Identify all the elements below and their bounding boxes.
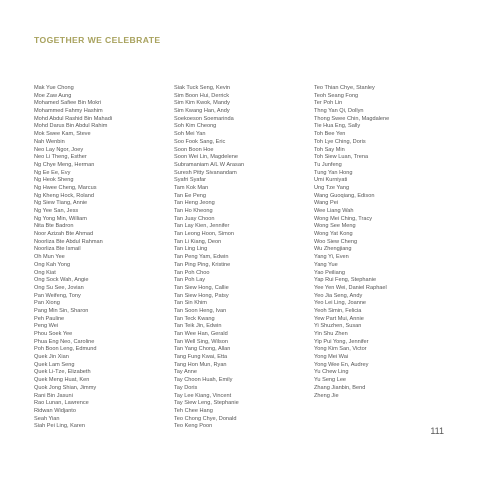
name-entry: Yong Mei Wai [314,354,349,361]
name-entry: Ung Tze Yang [314,184,350,191]
name-entry: Tay Siew Leng, Stephanie [174,400,239,407]
name-entry: Noor Azizah Bte Ahmad [34,231,94,238]
name-entry: Tang Fung Kwai, Etta [174,354,228,361]
name-entry: Oh Mun Yee [34,254,65,261]
name-entry: Wu Zhengjiang [314,246,352,253]
name-entry: Ng Siew Tiang, Annie [34,200,88,207]
name-entry: Soekoeson Soemarinda [174,115,234,122]
name-entry: Yap Rui Feng, Stephanie [314,277,377,284]
name-entry: Sim Kim Kwok, Mandy [174,100,230,107]
name-entry: Rao Lunan, Lawrence [34,400,89,407]
name-entry: Tan Siew Hong, Patsy [174,292,229,299]
name-entry: Teh Chee Hang [174,407,213,414]
name-entry: Ng Chye Meng, Herman [34,161,95,168]
name-entry: Mohd Darus Bin Abdul Rahim [34,123,108,130]
name-entry: Siak Tuck Seng, Kevin [174,85,230,91]
name-entry: Quek Meng Huat, Ken [34,377,90,384]
name-entry: Neo Li Theng, Esther [34,154,87,161]
name-entry: Tan Ho Kheong [174,208,213,214]
name-entry: Toh Siew Luan, Trena [314,154,369,161]
name-entry: Tam Kok Man [174,184,209,191]
name-entry: Tan Teik Jin, Edwin [174,323,222,330]
name-entry: Wong See Meng [314,223,356,230]
page-number: 111 [430,426,444,436]
name-entry: Nah Wenbin [34,138,65,145]
name-entry: Ng Hwee Cheng, Marcus [34,184,97,191]
name-column-3 [314,85,439,400]
name-entry: Tan Lay Kien, Jennifer [174,223,230,230]
name-entry: Soon Wei Lin, Magdelene [174,154,238,161]
name-entry: Rani Bin Jasuni [34,392,73,399]
name-entry: Thong Swee Chin, Magdalene [314,115,390,122]
name-entry: Tan Siew Hong, Callie [174,284,229,291]
name-entry: Ong Sock Wah, Angie [34,277,89,284]
name-entry: Tan Peng Yam, Edwin [174,254,229,261]
name-entry: Mohammed Fahmy Hashim [34,108,103,115]
name-entry: Phua Eng Neo, Caroline [34,338,95,345]
name-entry: Soh Mei Yan [174,131,206,138]
name-column-1 [34,85,159,431]
name-entry: Tan Leong Hoon, Simon [174,231,235,238]
name-entry: Ter Poh Lin [314,100,343,107]
name-entry: Sim Kwang Han, Andy [174,108,230,115]
name-entry: Ong Kiat [34,269,56,276]
name-entry: Mohamed Safiee Bin Mokri [34,100,102,107]
name-entry: Zheng Jie [314,392,339,399]
name-entry: Tie Hua Eng, Sally [314,123,361,130]
name-entry: Wong Mei Ching, Tracy [314,215,373,222]
name-entry: Yu Chew Ling [314,369,349,376]
name-entry: Tan Wee Han, Gerald [174,331,228,337]
name-entry: Tan Juay Choon [174,215,215,222]
name-entry: Teo Keng Poon [174,423,213,430]
name-entry: Subramaniam A/L W Arasan [174,161,245,168]
name-entry: Quek Li-Tze, Elizabeth [34,369,91,376]
name-entry: Yong Wee En, Audrey [314,361,369,368]
name-entry: Toh Say Min [314,146,345,153]
name-entry: Yeoh Simin, Felicia [314,307,362,314]
name-entry: Teoh Seang Fong [314,92,359,99]
name-entry: Yin Shu Zhen [314,331,348,337]
name-entry: Soh Kim Cheong [174,123,217,130]
name-entry: Quok Jong Shian, Jimmy [34,384,97,391]
name-entry: Tung Yan Hong [314,169,353,176]
name-entry: Tan Sin Khim [174,300,207,307]
name-entry: Sim Boon Hui, Derrick [174,92,230,99]
name-entry: Poh Boon Leng, Edmund [34,346,97,353]
name-entry: Peng Wei [34,323,59,330]
name-entry: Yi Shuzhen, Susan [314,323,362,330]
name-entry: Wong Yat Kong [314,231,353,238]
name-entry: Wang Pei [314,200,339,207]
name-entry: Yeo Lei Ling, Joanne [314,300,367,307]
name-entry: Tan Soon Heng, Ivan [174,307,227,314]
name-entry: Tan Ee Peng [174,192,207,199]
name-entry: Tan Well Sing, Wilson [174,338,228,345]
name-entry: Moe Zaw Aung [34,92,72,99]
name-entry: Soon Boon Hoe [174,146,214,153]
name-entry: Ng Heok Sheng [34,177,74,184]
name-entry: Tang Hon Mun, Ryan [174,361,227,368]
name-entry: Tay Anne [174,369,198,376]
name-entry: Tay Doris [174,384,198,391]
name-entry: Yip Pui Yong, Jennifer [314,338,369,345]
name-entry: Ong Kah Yong [34,261,71,268]
name-entry: Ong Su See, Jovian [34,284,84,291]
name-entry: Mohd Abdul Rashid Bin Mahadi [34,115,113,122]
page-heading: TOGETHER WE CELEBRATE [34,35,161,45]
name-entry: Mok Swee Kam, Steve [34,131,91,138]
name-entry: Yang Yue [314,261,338,268]
name-entry: Tan Heng Jeong [174,200,215,207]
name-entry: Tan Yang Chong, Allan [174,346,231,353]
name-entry: Neo Lay Ngor, Joey [34,146,84,153]
name-entry: Ng Yong Min, William [34,215,87,222]
name-entry: Ridwan Widjanto [34,407,76,414]
name-entry: Teo Thian Chye, Stanley [314,85,375,91]
name-entry: Wang Guoqiang, Edison [314,192,375,199]
name-entry: Suresh Pitty Sivanandam [174,169,237,176]
name-entry: Siah Pei Ling, Karen [34,423,85,430]
name-entry: Pan Xiong [34,300,60,307]
name-entry: Yang Yi, Even [314,254,349,261]
name-entry: Yeo Jia Seng, Andy [314,292,363,299]
name-entry: Mak Yue Chong [34,85,74,91]
name-entry: Phou Soek Yee [34,331,73,337]
name-entry: Noorliza Bte Ismail [34,246,81,253]
name-entry: Ng Ee Ee, Evy [34,169,71,176]
name-entry: Tay Lee Kiang, Vincent [174,392,232,399]
name-entry: Toh Bee Yen [314,131,346,138]
name-entry: Yu Seng Lee [314,377,347,384]
name-entry: Umi Kurniyati [314,177,348,184]
name-entry: Quek Lam Seng [34,361,75,368]
name-entry: Tan Poh Lay [174,277,206,284]
name-entry: Woo Siew Cheng [314,238,358,245]
name-entry: Yao Peiliang [314,269,345,276]
name-entry: Tan Li Kiang, Deon [174,238,222,245]
name-entry: Zhang Jianbin, Bend [314,384,366,391]
name-entry: Quek Jin Xian [34,354,69,361]
name-entry: Thng Yan Qi, Dollyn [314,108,364,115]
name-entry: Soo Fook Sang, Eric [174,138,226,145]
name-entry: Tan Ping Ping, Kristine [174,261,231,268]
name-entry: Tu Junfeng [314,161,342,168]
name-entry: Ng Yee San, Jess [34,208,79,214]
name-entry: Pang Min Sin, Sharon [34,307,89,314]
name-entry: Toh Lye Ching, Doris [314,138,366,145]
name-entry: Teo Chong Chye, Donald [174,415,237,422]
name-entry: Peh Pauline [34,315,65,322]
name-entry: Seah Yian [34,415,60,422]
name-entry: Yee Yen Wei, Daniel Raphael [314,284,387,291]
name-entry: Yew Part Mui, Annie [314,315,364,322]
name-column-2 [174,85,299,431]
name-entry: Nita Bte Badron [34,223,74,230]
name-entry: Yong Kim San, Victor [314,346,367,353]
name-entry: Syafri Syafar [174,177,207,184]
name-entry: Ng Kheng Hock, Roland [34,192,95,199]
name-entry: Tan Poh Choo [174,269,210,276]
name-entry: Tan Ling Ling [174,246,208,253]
name-entry: Wee Liang Wah [314,208,354,214]
name-entry: Noorliza Bte Abdul Rahman [34,238,103,245]
name-entry: Tay Choon Huah, Emily [174,377,233,384]
name-entry: Pan Weifeng, Tony [34,292,81,299]
name-entry: Tan Teck Kwang [174,315,215,322]
